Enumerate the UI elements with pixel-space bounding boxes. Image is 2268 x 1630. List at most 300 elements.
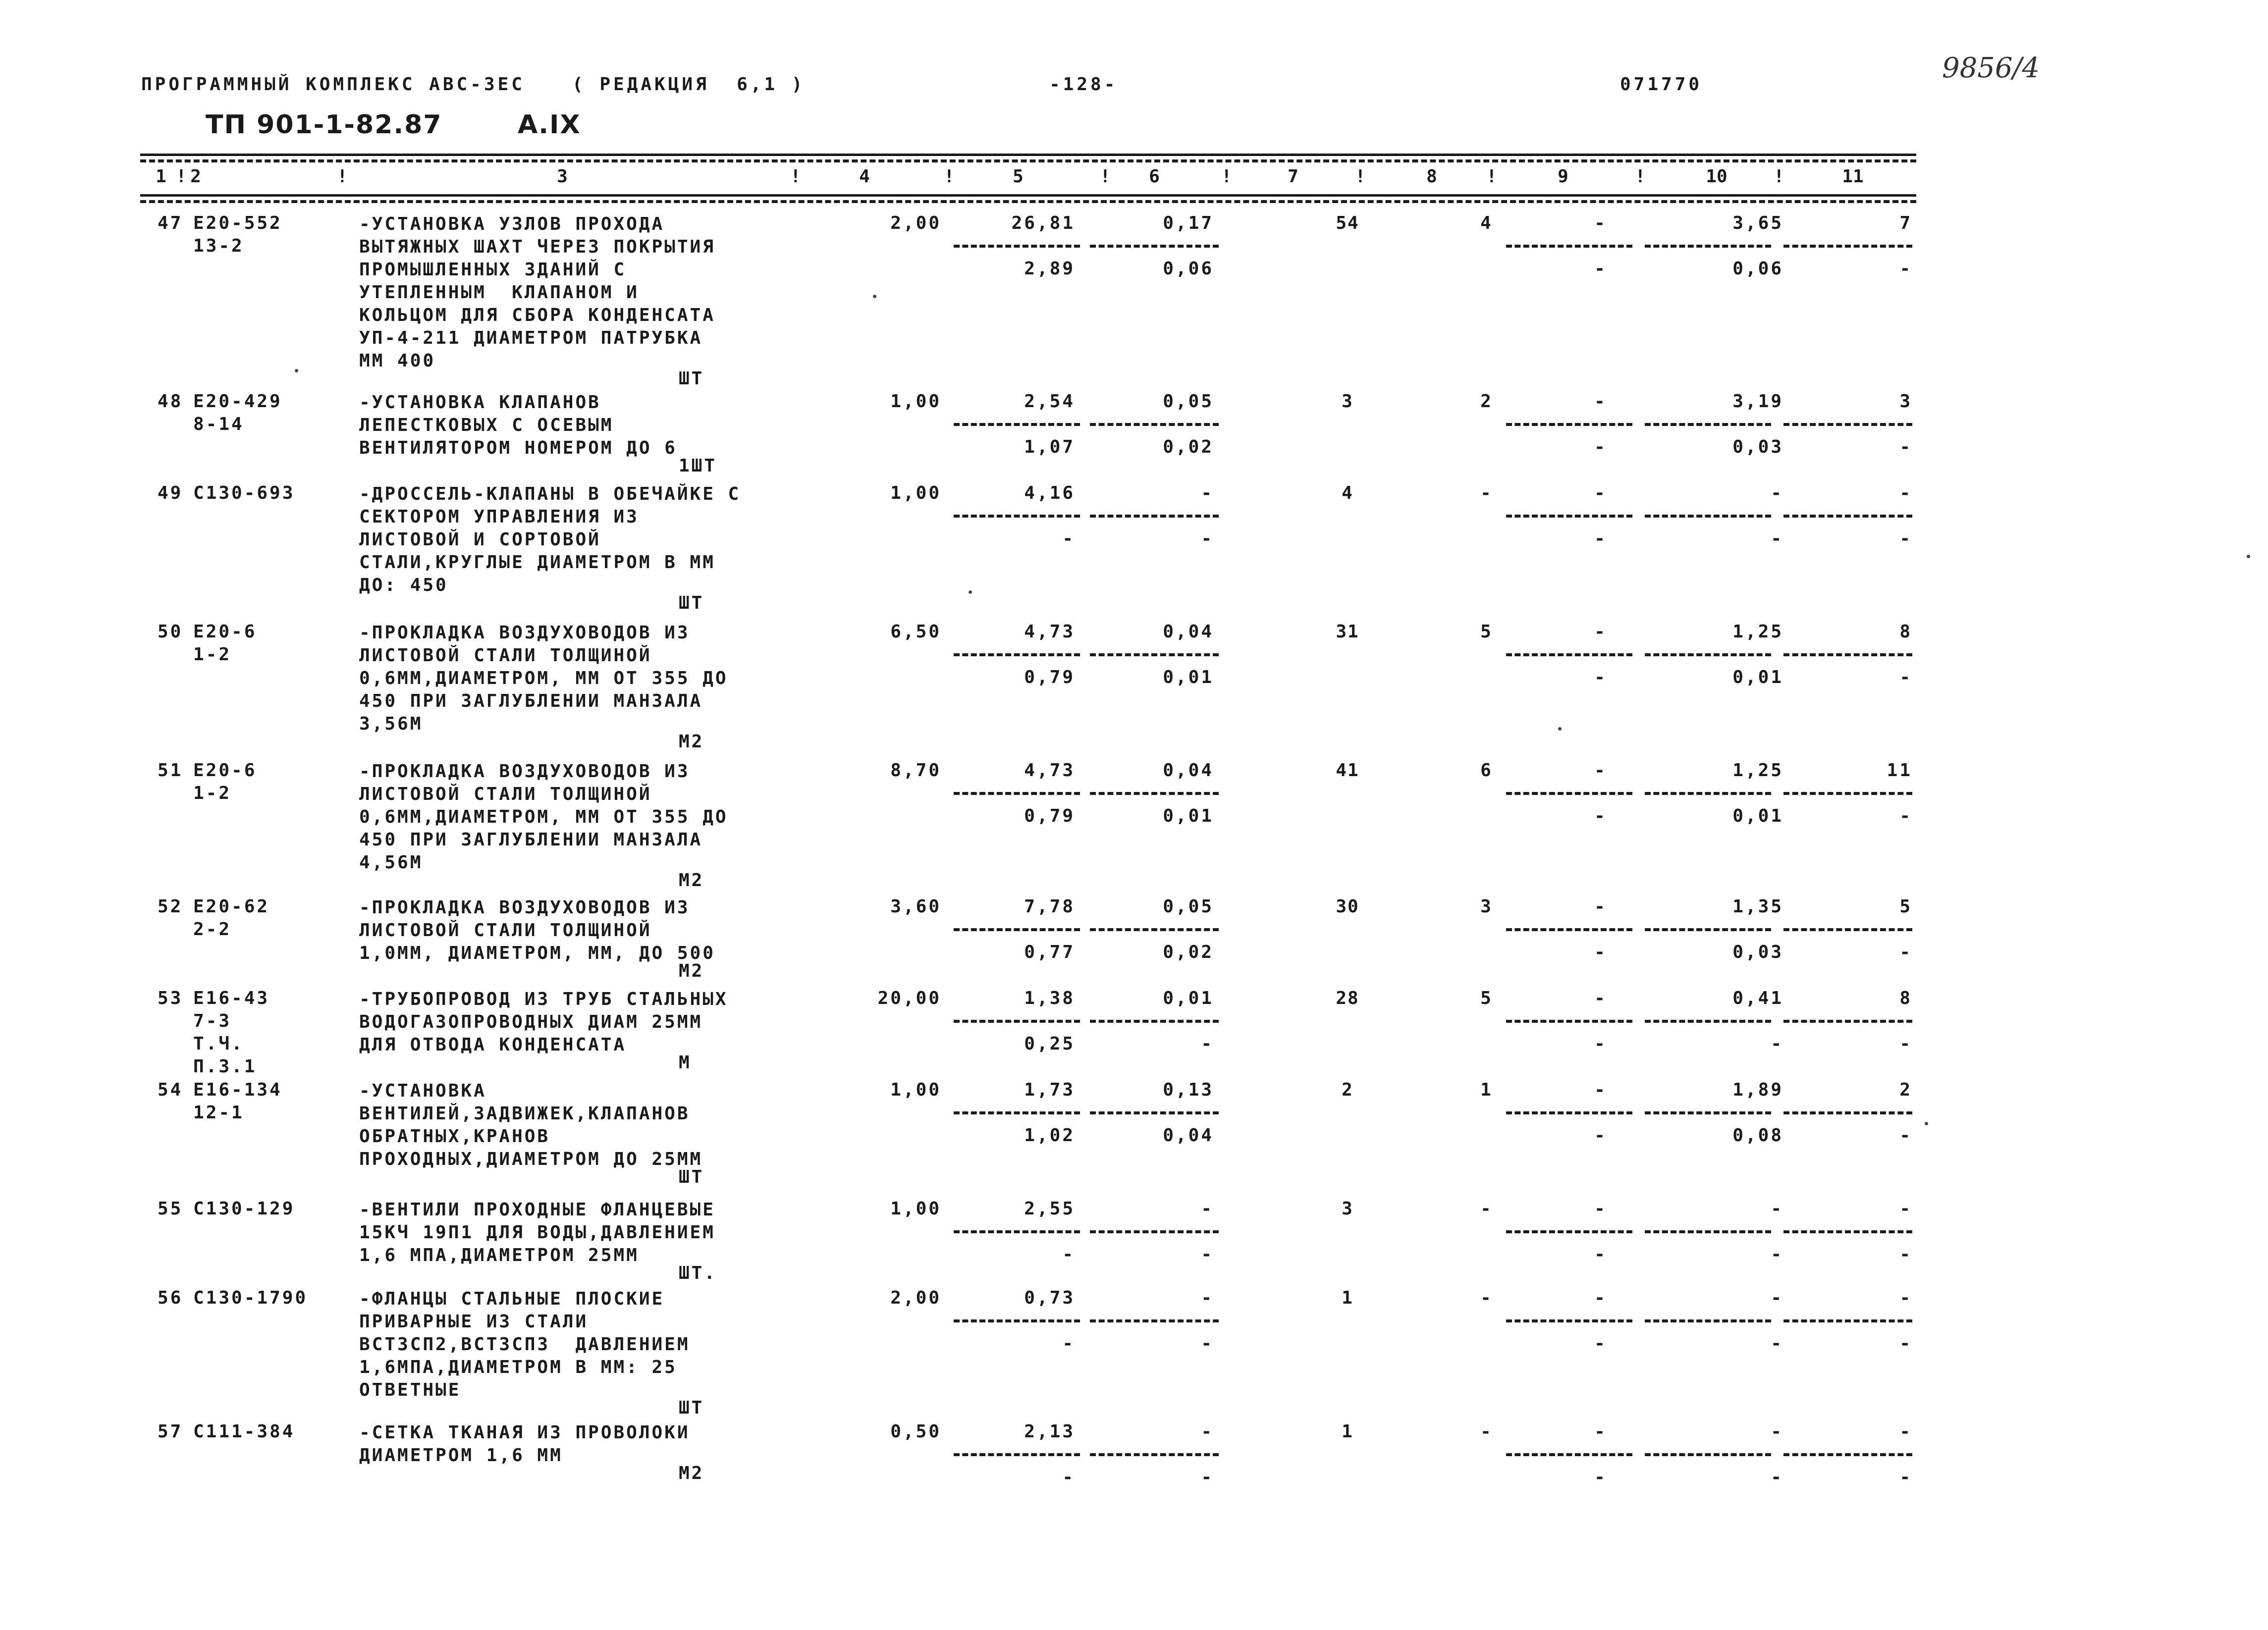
machinist-labor-per-unit: - [1771,1034,1783,1054]
machinist-labor-total: - [1899,1333,1912,1354]
total-machines-wages: - [1594,806,1606,826]
total-cost: 1 [1342,1421,1353,1442]
row-number: 47 [158,213,183,233]
unit-cost-machines-wages: 0,06 [1163,259,1214,279]
column-header-9: 9 [1558,166,1568,187]
unit-cost-total: 2,55 [1024,1199,1075,1219]
unit-cost-machines-wages: - [1201,1034,1214,1054]
fraction-rule [1783,245,1912,248]
row-number: 56 [158,1288,183,1308]
total-wages: - [1480,483,1492,503]
total-machines-wages: - [1594,437,1606,457]
machinist-labor-total: - [1899,437,1912,457]
total-wages: 1 [1480,1080,1492,1100]
fraction-rule [1645,1020,1771,1023]
quantity: 8,70 [890,760,941,781]
total-machines-wages: - [1594,528,1606,549]
total-cost: 28 [1336,988,1359,1008]
work-description: -СЕТКА ТКАНАЯ ИЗ ПРОВОЛОКИ [359,1422,690,1443]
unit-cost-machines: 0,05 [1163,896,1214,917]
machinist-labor-per-unit: 0,08 [1732,1125,1783,1146]
total-cost: 31 [1336,622,1359,642]
column-header-11: 11 [1842,166,1864,187]
price-code: 13-2 [193,236,244,256]
unit-cost-machines-wages: - [1201,1244,1214,1264]
program-title: ПРОГРАММНЫЙ КОМПЛЕКС АВС-3ЕС [141,74,525,95]
machinist-labor-total: - [1899,942,1912,962]
unit-cost-wages: 0,77 [1024,942,1075,962]
total-cost: 2 [1342,1080,1353,1100]
unit-cost-wages: 0,79 [1024,806,1075,826]
unit-cost-machines-wages: 0,02 [1163,437,1214,457]
fraction-rule [1506,515,1632,518]
fraction-rule [1645,515,1771,518]
total-machines-wages: - [1594,1333,1606,1354]
fraction-rule [1783,792,1912,795]
work-description: ОБРАТНЫХ,КРАНОВ [359,1126,550,1147]
unit-cost-machines-wages: - [1201,1467,1214,1487]
price-code: 12-1 [193,1103,244,1123]
total-machines-wages: - [1594,1125,1606,1146]
unit-cost-machines: 0,04 [1163,622,1214,642]
work-description: -ФЛАНЦЫ СТАЛЬНЫЕ ПЛОСКИЕ [359,1289,665,1309]
work-description: 0,6ММ,ДИАМЕТРОМ, ММ ОТ 355 ДО [359,807,728,827]
fraction-rule [1090,423,1219,426]
fraction-rule [1645,1111,1771,1114]
fraction-rule [1090,1111,1219,1114]
scan-speck [295,369,298,372]
fraction-rule [1783,1111,1912,1114]
unit-cost-total: 26,81 [1011,213,1075,233]
fraction-rule [1506,1319,1632,1322]
fraction-rule [1090,928,1219,931]
fraction-rule [1506,1111,1632,1114]
row-number: 54 [158,1080,183,1100]
price-code: С111-384 [193,1421,295,1442]
price-code: 8-14 [193,414,244,434]
column-header-7: 7 [1288,166,1298,187]
labor-total: - [1899,1199,1912,1219]
scan-speck [2247,555,2250,558]
total-machines-wages: - [1594,1244,1606,1264]
price-code: Е16-134 [193,1080,282,1100]
unit-cost-total: 4,73 [1024,760,1075,781]
total-wages: - [1480,1288,1492,1308]
price-code: С130-693 [193,483,295,503]
labor-total: - [1899,483,1912,503]
unit-of-measure: ШТ [679,1398,704,1418]
fraction-rule [1506,928,1632,931]
total-machines-wages: - [1594,1467,1606,1487]
work-description: ДЛЯ ОТВОДА КОНДЕНСАТА [359,1035,627,1055]
total-machines: - [1594,1199,1606,1219]
fraction-rule [954,1230,1080,1233]
price-code: 7-3 [193,1011,232,1031]
page-number: -128- [1049,74,1118,95]
work-description: СЕКТОРОМ УПРАВЛЕНИЯ ИЗ [359,507,639,527]
work-description: -ПРОКЛАДКА ВОЗДУХОВОДОВ ИЗ [359,897,690,918]
column-header-5: 5 [1013,166,1024,187]
work-description: УТЕПЛЕННЫМ КЛАПАНОМ И [359,282,639,303]
column-header-1: 1 [156,166,166,187]
fraction-rule [1506,653,1632,656]
fraction-rule [1506,792,1632,795]
work-description: -ВЕНТИЛИ ПРОХОДНЫЕ ФЛАНЦЕВЫЕ [359,1200,715,1220]
machinist-labor-total: - [1899,1125,1912,1146]
price-code: П.3.1 [193,1056,257,1077]
fraction-rule [1783,1230,1912,1233]
unit-cost-total: 1,73 [1024,1080,1075,1100]
work-description: КОЛЬЦОМ ДЛЯ СБОРА КОНДЕНСАТА [359,305,715,325]
unit-cost-total: 7,78 [1024,896,1075,917]
scan-speck [969,590,972,594]
fraction-rule [1783,1020,1912,1023]
labor-per-unit: - [1771,483,1783,503]
labor-total: 11 [1887,760,1912,781]
work-description: ВЕНТИЛЯТОРОМ НОМЕРОМ ДО 6 [359,438,677,458]
labor-total: 2 [1899,1080,1912,1100]
unit-cost-machines: - [1201,1288,1214,1308]
unit-of-measure: М2 [679,870,704,891]
work-description: 1,0ММ, ДИАМЕТРОМ, ММ, ДО 500 [359,943,715,963]
work-description: ПРОХОДНЫХ,ДИАМЕТРОМ ДО 25ММ [359,1149,703,1169]
work-description: ЛИСТОВОЙ И СОРТОВОЙ [359,529,601,550]
total-machines-wages: - [1594,259,1606,279]
table-top-rule [140,154,1916,156]
column-separator: ! [1355,166,1366,187]
machinist-labor-total: - [1899,528,1912,549]
price-code: 2-2 [193,919,232,940]
column-header-3: 3 [557,166,568,187]
work-description: -ДРОССЕЛЬ-КЛАПАНЫ В ОБЕЧАЙКЕ С [359,484,741,504]
machinist-labor-per-unit: - [1771,1467,1783,1487]
machinist-labor-total: - [1899,667,1912,687]
fraction-rule [1090,653,1219,656]
unit-of-measure: М2 [679,1463,704,1483]
quantity: 1,00 [890,1199,941,1219]
fraction-rule [954,1020,1080,1023]
total-wages: 2 [1480,391,1492,412]
work-description: ДО: 450 [359,575,448,595]
fraction-rule [1783,1319,1912,1322]
unit-cost-wages: - [1062,1467,1075,1487]
unit-of-measure: ШТ [679,1167,704,1187]
total-machines: - [1594,760,1606,781]
total-cost: 54 [1336,213,1359,233]
fraction-rule [954,792,1080,795]
row-number: 49 [158,483,183,503]
work-description: 450 ПРИ ЗАГЛУБЛЕНИИ МАНЗАЛА [359,691,703,711]
price-code: С130-129 [193,1199,295,1219]
labor-total: 8 [1899,988,1912,1008]
fraction-rule [1645,423,1771,426]
fraction-rule [1506,1020,1632,1023]
unit-cost-total: 4,73 [1024,622,1075,642]
quantity: 20,00 [877,988,941,1008]
fraction-rule [954,653,1080,656]
quantity: 2,00 [890,213,941,233]
price-code: Е20-62 [193,896,270,917]
work-description: ПРОМЫШЛЕННЫХ ЗДАНИЙ С [359,260,627,280]
unit-of-measure: М2 [679,732,704,752]
fraction-rule [954,928,1080,931]
total-cost: 1 [1342,1288,1353,1308]
unit-cost-machines: 0,04 [1163,760,1214,781]
total-cost: 41 [1336,760,1359,781]
machinist-labor-per-unit: 0,03 [1732,437,1783,457]
price-code: 1-2 [193,644,232,665]
fraction-rule [1090,1230,1219,1233]
work-description: -УСТАНОВКА УЗЛОВ ПРОХОДА [359,214,665,234]
fraction-rule [1645,928,1771,931]
work-description: ЛИСТОВОЙ СТАЛИ ТОЛЩИНОЙ [359,784,652,804]
album-label: А.IX [518,110,581,140]
labor-per-unit: 1,89 [1732,1080,1783,1100]
column-separator: ! [337,166,348,187]
labor-per-unit: - [1771,1421,1783,1442]
unit-cost-total: 0,73 [1024,1288,1075,1308]
total-machines: - [1594,1421,1606,1442]
unit-cost-machines-wages: - [1201,528,1214,549]
work-description: ВОДОГАЗОПРОВОДНЫХ ДИАМ 25ММ [359,1012,703,1032]
fraction-rule [954,1111,1080,1114]
unit-cost-total: 2,54 [1024,391,1075,412]
labor-total: 8 [1899,622,1912,642]
unit-cost-total: 4,16 [1024,483,1075,503]
total-wages: 3 [1480,896,1492,917]
work-description: -УСТАНОВКА [359,1081,486,1101]
total-wages: 6 [1480,760,1492,781]
edition-label: ( РЕДАКЦИЯ 6,1 ) [572,74,806,95]
labor-per-unit: - [1771,1199,1783,1219]
quantity: 1,00 [890,391,941,412]
machinist-labor-per-unit: - [1771,1244,1783,1264]
machinist-labor-total: - [1899,1467,1912,1487]
column-header-2: 2 [190,166,201,187]
fraction-rule [954,515,1080,518]
unit-cost-machines-wages: 0,02 [1163,942,1214,962]
labor-total: - [1899,1421,1912,1442]
row-number: 51 [158,760,183,781]
work-description: -ТРУБОПРОВОД ИЗ ТРУБ СТАЛЬНЫХ [359,989,728,1009]
row-number: 57 [158,1421,183,1442]
work-description: УП-4-211 ДИАМЕТРОМ ПАТРУБКА [359,328,703,348]
work-description: ПРИВАРНЫЕ ИЗ СТАЛИ [359,1312,589,1332]
total-machines: - [1594,391,1606,412]
fraction-rule [1645,653,1771,656]
work-description: ВСТ3СП2,ВСТ3СП3 ДАВЛЕНИЕМ [359,1334,690,1355]
unit-cost-machines-wages: - [1201,1333,1214,1354]
machinist-labor-per-unit: 0,01 [1732,806,1783,826]
row-number: 50 [158,622,183,642]
unit-cost-wages: - [1062,1333,1075,1354]
table-header-rule [140,194,1916,197]
price-code: Е16-43 [193,988,270,1008]
unit-cost-wages: 2,89 [1024,259,1075,279]
unit-cost-machines: - [1201,483,1214,503]
column-separator: ! [1100,166,1111,187]
unit-of-measure: 1ШТ [679,456,717,476]
labor-per-unit: 0,41 [1732,988,1783,1008]
unit-of-measure: ШТ [679,368,704,389]
quantity: 1,00 [890,1080,941,1100]
machinist-labor-per-unit: 0,03 [1732,942,1783,962]
row-number: 55 [158,1199,183,1219]
unit-of-measure: М2 [679,961,704,981]
machinist-labor-total: - [1899,806,1912,826]
labor-total: 3 [1899,391,1912,412]
fraction-rule [1783,515,1912,518]
work-description: 4,56М [359,852,423,873]
work-description: 1,6МПА,ДИАМЕТРОМ В ММ: 25 [359,1357,677,1377]
document-code: 071770 [1620,74,1703,95]
column-separator: ! [1221,166,1232,187]
unit-cost-wages: 0,79 [1024,667,1075,687]
total-wages: 5 [1480,622,1492,642]
work-description: -УСТАНОВКА КЛАПАНОВ [359,392,601,413]
price-code: Е20-6 [193,760,257,781]
project-number: ТП 901-1-82.87 [206,110,442,140]
price-code: Е20-552 [193,213,282,233]
fraction-rule [1506,1453,1632,1456]
total-machines: - [1594,213,1606,233]
unit-cost-machines: - [1201,1199,1214,1219]
machinist-labor-per-unit: - [1771,1333,1783,1354]
work-description: 1,6 МПА,ДИАМЕТРОМ 25ММ [359,1245,639,1265]
scan-speck [1558,727,1562,731]
work-description: -ПРОКЛАДКА ВОЗДУХОВОДОВ ИЗ [359,761,690,782]
machinist-labor-per-unit: 0,01 [1732,667,1783,687]
fraction-rule [1506,1230,1632,1233]
work-description: 450 ПРИ ЗАГЛУБЛЕНИИ МАНЗАЛА [359,830,703,850]
unit-cost-total: 1,38 [1024,988,1075,1008]
work-description: 3,56М [359,714,423,734]
labor-per-unit: 3,65 [1732,213,1783,233]
labor-per-unit: 1,35 [1732,896,1783,917]
unit-cost-machines: 0,13 [1163,1080,1214,1100]
fraction-rule [954,1453,1080,1456]
fraction-rule [1783,653,1912,656]
quantity: 6,50 [890,622,941,642]
column-separator: ! [944,166,955,187]
unit-cost-wages: - [1062,1244,1075,1264]
unit-cost-total: 2,13 [1024,1421,1075,1442]
fraction-rule [1090,1020,1219,1023]
price-code: 1-2 [193,783,232,803]
unit-cost-wages: - [1062,528,1075,549]
fraction-rule [1090,1453,1219,1456]
fraction-rule [1090,515,1219,518]
work-description: ВЫТЯЖНЫХ ШАХТ ЧЕРЕЗ ПОКРЫТИЯ [359,237,715,257]
quantity: 0,50 [890,1421,941,1442]
price-code: Т.Ч. [193,1034,244,1054]
fraction-rule [1783,928,1912,931]
unit-cost-wages: 1,07 [1024,437,1075,457]
quantity: 2,00 [890,1288,941,1308]
total-machines: - [1594,1080,1606,1100]
row-number: 53 [158,988,183,1008]
machinist-labor-total: - [1899,1034,1912,1054]
work-description: ВЕНТИЛЕЙ,ЗАДВИЖЕК,КЛАПАНОВ [359,1104,690,1124]
fraction-rule [1506,245,1632,248]
total-wages: 5 [1480,988,1492,1008]
work-description: 0,6ММ,ДИАМЕТРОМ, ММ ОТ 355 ДО [359,668,728,688]
column-separator: ! [1774,166,1784,187]
total-machines-wages: - [1594,942,1606,962]
fraction-rule [1645,1319,1771,1322]
row-number: 48 [158,391,183,412]
total-wages: - [1480,1421,1492,1442]
work-description: ЛЕПЕСТКОВЫХ С ОСЕВЫМ [359,415,614,435]
fraction-rule [954,245,1080,248]
unit-cost-machines: 0,01 [1163,988,1214,1008]
total-machines-wages: - [1594,1034,1606,1054]
labor-total: - [1899,1288,1912,1308]
quantity: 1,00 [890,483,941,503]
fraction-rule [1090,245,1219,248]
work-description: ОТВЕТНЫЕ [359,1380,461,1400]
labor-per-unit: 3,19 [1732,391,1783,412]
labor-total: 5 [1899,896,1912,917]
total-machines: - [1594,988,1606,1008]
handwritten-reference: 9856/4 [1942,52,2040,84]
labor-per-unit: 1,25 [1732,622,1783,642]
table-top-rule-2 [140,159,1916,162]
column-header-6: 6 [1149,166,1160,187]
unit-cost-wages: 0,25 [1024,1034,1075,1054]
work-description: -ПРОКЛАДКА ВОЗДУХОВОДОВ ИЗ [359,623,690,643]
total-machines-wages: - [1594,667,1606,687]
total-cost: 4 [1342,483,1353,503]
machinist-labor-per-unit: 0,06 [1732,259,1783,279]
column-separator: ! [176,166,187,187]
fraction-rule [954,1319,1080,1322]
machinist-labor-total: - [1899,1244,1912,1264]
fraction-rule [1645,1230,1771,1233]
machinist-labor-per-unit: - [1771,528,1783,549]
work-description: ДИАМЕТРОМ 1,6 ММ [359,1445,563,1466]
fraction-rule [1090,1319,1219,1322]
unit-cost-machines-wages: 0,01 [1163,806,1214,826]
work-description: ММ 400 [359,351,436,371]
fraction-rule [1783,1453,1912,1456]
scan-speck [873,295,876,298]
unit-cost-machines: 0,05 [1163,391,1214,412]
column-separator: ! [790,166,801,187]
total-wages: - [1480,1199,1492,1219]
quantity: 3,60 [890,896,941,917]
price-code: Е20-6 [193,622,257,642]
total-cost: 30 [1336,896,1359,917]
work-description: ЛИСТОВОЙ СТАЛИ ТОЛЩИНОЙ [359,645,652,666]
labor-total: 7 [1899,213,1912,233]
labor-per-unit: 1,25 [1732,760,1783,781]
fraction-rule [954,423,1080,426]
work-description: ЛИСТОВОЙ СТАЛИ ТОЛЩИНОЙ [359,920,652,941]
fraction-rule [1645,245,1771,248]
fraction-rule [1090,792,1219,795]
unit-cost-machines: 0,17 [1163,213,1214,233]
table-header-rule-2 [140,200,1916,203]
column-separator: ! [1635,166,1646,187]
total-cost: 3 [1342,391,1353,412]
total-machines: - [1594,483,1606,503]
fraction-rule [1645,1453,1771,1456]
total-cost: 3 [1342,1199,1353,1219]
price-code: С130-1790 [193,1288,308,1308]
unit-cost-machines: - [1201,1421,1214,1442]
fraction-rule [1783,423,1912,426]
